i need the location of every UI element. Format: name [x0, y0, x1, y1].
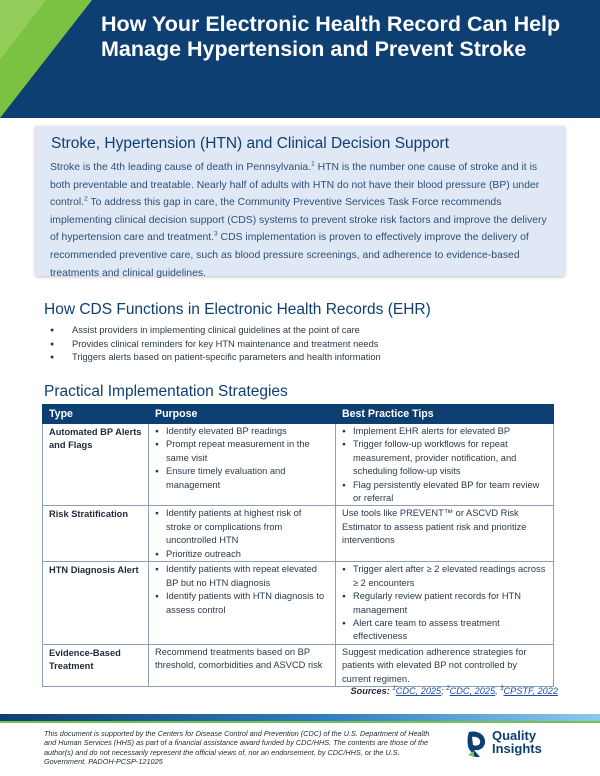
- list-item: ● Provides clinical reminders for key HTN maintenance and treatment needs: [50, 338, 381, 352]
- sources-line: Sources: $^1$CDC, 2025; $^2$CDC, 2025, $^3$CPSTF, 2022: [350, 686, 558, 697]
- tips-cell: [336, 424, 554, 506]
- source-num: 2: [446, 686, 450, 692]
- column-header-tips: Best Practice Tips: [336, 405, 554, 424]
- list-item: ● Regularly review patient records for HTN management: [342, 590, 547, 617]
- source-num: 1: [392, 686, 396, 692]
- list-item: ● Triggers alerts based on patient-specific parameters and health information: [50, 351, 381, 365]
- list-item: ● Identify patients at highest risk of stroke or complications from uncontrolled HTN: [155, 507, 329, 547]
- quality-insights-logo-icon: [466, 729, 488, 759]
- ref-2: 2: [84, 195, 88, 203]
- sources-label: Sources: [350, 686, 387, 697]
- list-item: ● Flag persistently elevated BP for team review or referral: [342, 479, 547, 506]
- purpose-cell: [149, 506, 336, 562]
- source-link-2[interactable]: CDC, 2025: [449, 686, 496, 697]
- source-link-1[interactable]: CDC, 2025: [395, 686, 442, 697]
- type-cell: Evidence-Based Treatment: [43, 644, 149, 686]
- footer-green-rule: [0, 721, 600, 723]
- purpose-cell: [149, 562, 336, 644]
- intro-heading: Stroke, Hypertension (HTN) and Clinical Decision Support: [51, 135, 449, 152]
- ref-1: 1: [311, 160, 315, 168]
- table-row: [43, 506, 554, 562]
- type-cell: HTN Diagnosis Alert: [43, 562, 149, 644]
- type-cell: Risk Stratification: [43, 506, 149, 562]
- cds-bullet-list: [50, 324, 381, 365]
- table-row: [43, 562, 554, 644]
- ref-3: 3: [214, 230, 218, 238]
- header-banner: [0, 0, 600, 118]
- column-header-type: Type: [43, 405, 149, 424]
- list-item: ● Ensure timely evaluation and management: [155, 465, 329, 492]
- logo-wordmark-line1: Quality: [492, 728, 537, 743]
- tips-cell: Use tools like PREVENT™ or ASCVD Risk Estimator to assess patient risk and prioritize interventions: [336, 506, 554, 562]
- source-link-3[interactable]: CPSTF, 2022: [503, 686, 558, 697]
- footer-gradient-bar: [0, 714, 600, 721]
- list-item: ● Identify patients with repeat elevated BP but no HTN diagnosis: [155, 563, 329, 590]
- list-item: ● Trigger follow-up workflows for repeat measurement, provider notification, and scheduling follow-up visits: [342, 438, 547, 478]
- source-num: 3: [500, 686, 504, 692]
- intro-text-1: Stroke is the 4th leading cause of death in Pennsylvania.: [50, 162, 312, 173]
- list-item: ● Prompt repeat measurement in the same visit: [155, 438, 329, 465]
- quality-insights-logo: [466, 727, 576, 767]
- list-item: ● Trigger alert after ≥ 2 elevated readings across ≥ 2 encounters: [342, 563, 547, 590]
- table-header-row: [43, 405, 554, 424]
- logo-wordmark-line2: Insights: [492, 741, 542, 756]
- list-item: ● Identify patients with HTN diagnosis to assess control: [155, 590, 329, 617]
- table-row: [43, 424, 554, 506]
- list-item: ● Alert care team to assess treatment effectiveness: [342, 617, 547, 644]
- practical-heading: Practical Implementation Strategies: [44, 383, 288, 400]
- table-row: [43, 644, 554, 686]
- purpose-cell: [149, 424, 336, 506]
- type-cell: Automated BP Alerts and Flags: [43, 424, 149, 506]
- list-item: ● Implement EHR alerts for elevated BP: [342, 425, 547, 438]
- intro-paragraph: [50, 159, 553, 282]
- intro-callout: [35, 126, 565, 279]
- purpose-cell: Recommend treatments based on BP threshold, comorbidities and ASVCD risk: [149, 644, 336, 686]
- tips-cell: [336, 562, 554, 644]
- funding-disclaimer: This document is supported by the Centers for Disease Control and Prevention (CDC) of the U.S. Department of Health and Human Services (HHS) as part of a financial assistance award funded by CDC/HHS. The contents are those of the author(s) and do not necessarily represent the official views of, nor an endorsement, by CDC/HHS, or the U.S. Government. PADOH-PCSP-121025: [44, 729, 430, 767]
- column-header-purpose: Purpose: [149, 405, 336, 424]
- list-item: ● Prioritize outreach: [155, 548, 329, 561]
- strategies-table: [42, 404, 554, 687]
- list-item: ● Identify elevated BP readings: [155, 425, 329, 438]
- list-item: ● Assist providers in implementing clinical guidelines at the point of care: [50, 324, 381, 338]
- cds-heading: How CDS Functions in Electronic Health Records (EHR): [44, 301, 431, 318]
- intro-text-2: HTN is the number one cause of stroke and it is both preventable and treatable. Nearly half of adults with HTN do not have their blood pressure (BP) under control.: [50, 162, 540, 209]
- light-green-accent: [0, 0, 46, 60]
- page-title: How Your Electronic Health Record Can Help Manage Hypertension and Prevent Stroke: [101, 12, 561, 61]
- intro-text-3: To address this gap in care, the Community Preventive Services Task Force recommends implementing clinical decision support (CDS) systems to prevent stroke risk factors and improve the delivery of hypertension care and treatment.: [50, 197, 547, 244]
- intro-text-4: CDS implementation is proven to effectively improve the delivery of recommended preventive care, such as blood pressure screenings, and adherence to evidence-based treatments and clinical guidelines.: [50, 232, 529, 279]
- tips-cell: Suggest medication adherence strategies for patients with elevated BP not controlled by current regimen.: [336, 644, 554, 686]
